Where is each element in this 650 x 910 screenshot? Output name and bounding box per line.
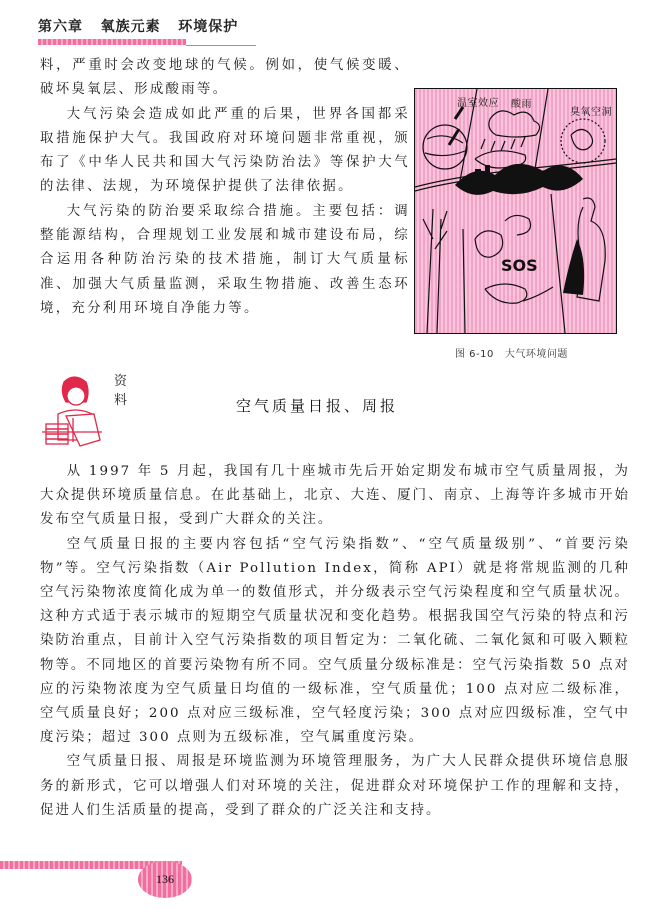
bottom-text-block bbox=[40, 460, 630, 823]
header-rule bbox=[186, 45, 256, 46]
svg-text:SOS: SOS bbox=[501, 256, 538, 275]
air-pollution-illustration bbox=[414, 88, 617, 334]
header-accent-bar bbox=[38, 39, 186, 45]
label-acid-rain: 酸雨 bbox=[511, 99, 532, 110]
paragraph: 空气质量日报、周报是环境监测为环境管理服务，为广大人民群众提供环境信息服务的新形式，它可以增强人们对环境的关注，促进群众对环境保护工作的理解和支持，促进人们生活质量的提高，受到了群众的广泛关注和支持。 bbox=[40, 754, 630, 818]
reading-girl-icon bbox=[40, 372, 105, 450]
label-ozone-hole: 臭氧空洞 bbox=[570, 107, 612, 118]
cartoon-drawing-icon bbox=[415, 89, 616, 333]
label-greenhouse-effect: 温室效应 bbox=[457, 98, 499, 109]
paragraph: 大气污染会造成如此严重的后果，世界各国都采取措施保护大气。我国政府对环境问题非常重视，颁布了《中华人民共和国大气污染防治法》等保护大气的法律、法规，为环境保护提供了法律依据。 bbox=[40, 106, 410, 195]
paragraph: 大气污染的防治要采取综合措施。主要包括：调整能源结构，合理规划工业发展和城市建设布局，综合运用各种防治污染的技术措施，制订大气质量标准、加强大气质量监测，采取生物措施、改善生态环境，充分利用环境自净能力等。 bbox=[40, 203, 410, 316]
figure-caption: 图 6-10 大气环境问题 bbox=[455, 349, 568, 360]
page-number-badge bbox=[138, 861, 192, 898]
paragraph: 空气质量日报的主要内容包括“空气污染指数”、“空气质量级别”、“首要污染物”等。空气污染指数（Air Pollution Index，简称 API）就是将常规监测的几种空气污染物浓度简化成为单一的数值形式，并分级表示空气污染程度和空气质量状况。这种方式适于表示城市的短期空气质量状况和变化趋势。根据我国空气污染的特点和污染防治重点，目前计入空气污染指数的项目暂定为：二氧化硫、二氧化氮和可吸入颗粒物等。不同地区的首要污染物有所不同。空气质量分级标准是：空气污染指数 50 点对应的污染物浓度为空气质量日均值的一级标准，空气质量优；100 点对应二级标准，空气质量良好；200 点对应三级标准，空气轻度污染；300 点对应四级标准，空气中度污染；超过 300 点则为五级标准，空气属重度污染。 bbox=[40, 536, 630, 746]
info-label: 资料 bbox=[114, 374, 128, 408]
page-number: 136 bbox=[156, 872, 174, 886]
chapter-title: 第六章 氧族元素 环境保护 bbox=[38, 19, 239, 35]
top-text-block bbox=[40, 54, 410, 321]
section-title: 空气质量日报、周报 bbox=[236, 397, 399, 415]
paragraph: 从 1997 年 5 月起，我国有几十座城市先后开始定期发布城市空气质量周报，为大众提供环境质量信息。在此基础上，北京、大连、厦门、南京、上海等许多城市开始发布空气质量日报，受到广大群众的关注。 bbox=[40, 464, 630, 528]
paragraph: 料，严重时会改变地球的气候。例如，使气候变暖、破坏臭氧层、形成酸雨等。 bbox=[40, 58, 410, 98]
